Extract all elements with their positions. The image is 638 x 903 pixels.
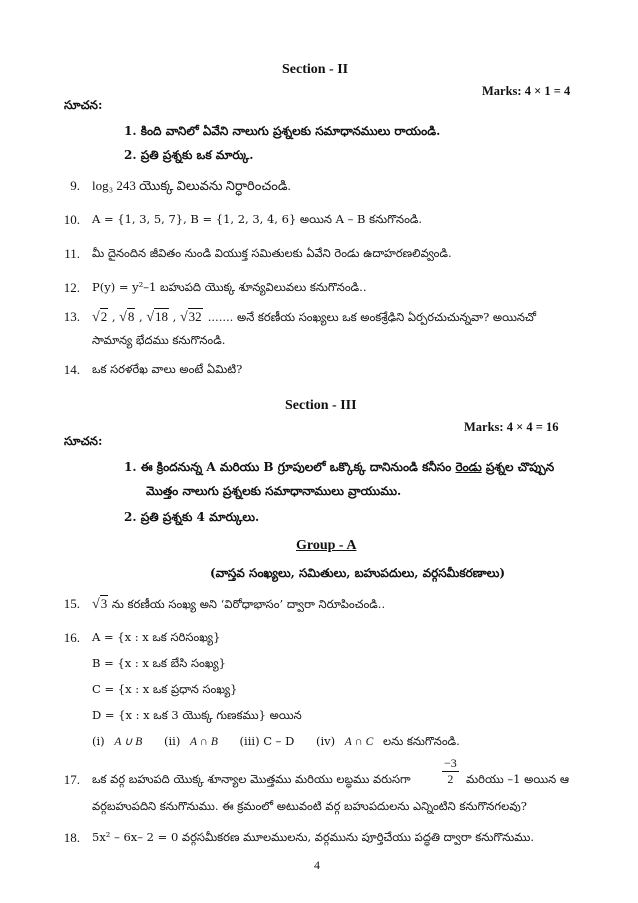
- question-number: 10.: [63, 212, 80, 227]
- surd: √32: [179, 309, 202, 325]
- question-text-continued: వర్గబహుపదిని కనుగొనుము. ఈ క్రమంలో అటువంటి వర్గ బహుపదులను ఎన్నింటిని కనుగొనగలవు?: [92, 799, 527, 813]
- fraction: $\frac{-3}{2}$: [444, 756, 457, 786]
- question-text: ఒక వర్గ బహుపది యొక్క శూన్యాల మొత్తము మరియు లబ్ధము వరుసగా: [92, 772, 411, 786]
- set-definition: A = {x : x ఒక సరిసంఖ్య}: [92, 630, 221, 644]
- question-text: 5x² – 6x– 2 = 0 వర్గసమీకరణ మూలములను, వర్గమును పూర్తిచేయు పద్ధతి ద్వారా కనుగొనుము.: [92, 830, 535, 844]
- section-ii-marks: Marks: 4 × 1 = 4: [482, 84, 571, 98]
- section-iii-instruction-2: 2. ప్రతి ప్రశ్నకు 4 మార్కులు.: [124, 510, 260, 524]
- question-number: 13.: [63, 309, 80, 324]
- question-text: మరియు –1 అయిన ఆ: [466, 772, 570, 786]
- question-number: 16.: [63, 630, 80, 645]
- question-number: 18.: [63, 830, 80, 845]
- question-number: 14.: [63, 362, 80, 377]
- surd-sequence: √2 , √8 , √18 , √32 ....... అనే కరణీయ సంఖ్యలు ఒక అంకశ్రేఢిని ఏర్పరచుచున్నవా? అయినచో: [92, 309, 537, 325]
- question-text: ఒక సరళరేఖ వాలు అంటే ఏమిటి?: [92, 362, 243, 376]
- surd: √8: [119, 309, 135, 325]
- section-iii-title: Section - III: [285, 398, 357, 413]
- group-a-subtitle: (వాస్తవ సంఖ్యలు, సమితులు, బహుపదులు, వర్గసమీకరణాలు): [210, 566, 506, 580]
- question-number: 9.: [70, 178, 80, 193]
- set-definition: C = {x : x ఒక ప్రధాన సంఖ్య}: [92, 682, 238, 696]
- set-operations: (i) A ∪ B (ii) A ∩ B (iii) C – D (iv) A ∩ C లను కనుగొనండి.: [92, 734, 460, 748]
- question-text-continued: సామాన్య భేదము కనుగొనండి.: [92, 333, 226, 347]
- question-number: 17.: [63, 772, 80, 787]
- question-text: మీ దైనందిన జీవితం నుండి వియుక్త సమితులకు ఏవేని రెండు ఉదాహరణలివ్వండి.: [92, 246, 452, 260]
- question-text: P(y) = y²–1 బహుపది యొక్క శూన్యవిలువలు కనుగొనండి..: [92, 280, 367, 294]
- surd: √2: [92, 309, 108, 325]
- question-text: ....... అనే కరణీయ సంఖ్యలు ఒక అంకశ్రేఢిని ఏర్పరచుచున్నవా? అయినచో: [207, 310, 537, 324]
- section-ii-instruction-2: 2. ప్రతి ప్రశ్నకు ఒక మార్కు.: [124, 148, 254, 162]
- section-iii-instruction-1-continued: మొత్తం నాలుగు ప్రశ్నలకు సమాధానాములు వ్రాయుము.: [146, 484, 402, 498]
- question-number: 15.: [63, 596, 80, 611]
- section-ii-instruction-1: 1. కింది వానిలో ఏవేని నాలుగు ప్రశ్నలకు సమాధానములు రాయండి.: [124, 124, 441, 138]
- section-iii-marks: Marks: 4 × 4 = 16: [464, 420, 559, 434]
- page-number: 4: [314, 858, 320, 872]
- set-definition: B = {x : x ఒక బేసి సంఖ్య}: [92, 656, 226, 670]
- section-ii-note-label: సూచన:: [64, 98, 103, 112]
- question-number: 11.: [64, 246, 80, 261]
- section-ii-title: Section - II: [282, 62, 349, 77]
- question-number: 12.: [63, 280, 80, 295]
- group-a-title: Group - A: [296, 538, 357, 553]
- surd: √3: [92, 596, 108, 612]
- question-text: log₃ 243 యొక్క విలువను నిర్ధారించండి.: [92, 178, 291, 193]
- question-text: √3 ను కరణీయ సంఖ్య అని ‘విరోధాభాసం’ ద్వారా నిరూపించండి..: [92, 596, 386, 612]
- set-definition: D = {x : x ఒక 3 యొక్క గుణకము} అయిన: [92, 708, 302, 722]
- section-iii-instruction-1: 1. ఈ క్రిందనున్న A మరియు B గ్రూపులలో ఒక్కొక్క దానినుండి కనీసం రెండు ప్రశ్నల చొప్పున: [124, 460, 555, 474]
- surd: √18: [146, 309, 168, 325]
- section-iii-note-label: సూచన:: [64, 434, 103, 448]
- question-text: A = {1, 3, 5, 7}, B = {1, 2, 3, 4, 6} అయిన A – B కనుగొనండి.: [92, 212, 423, 226]
